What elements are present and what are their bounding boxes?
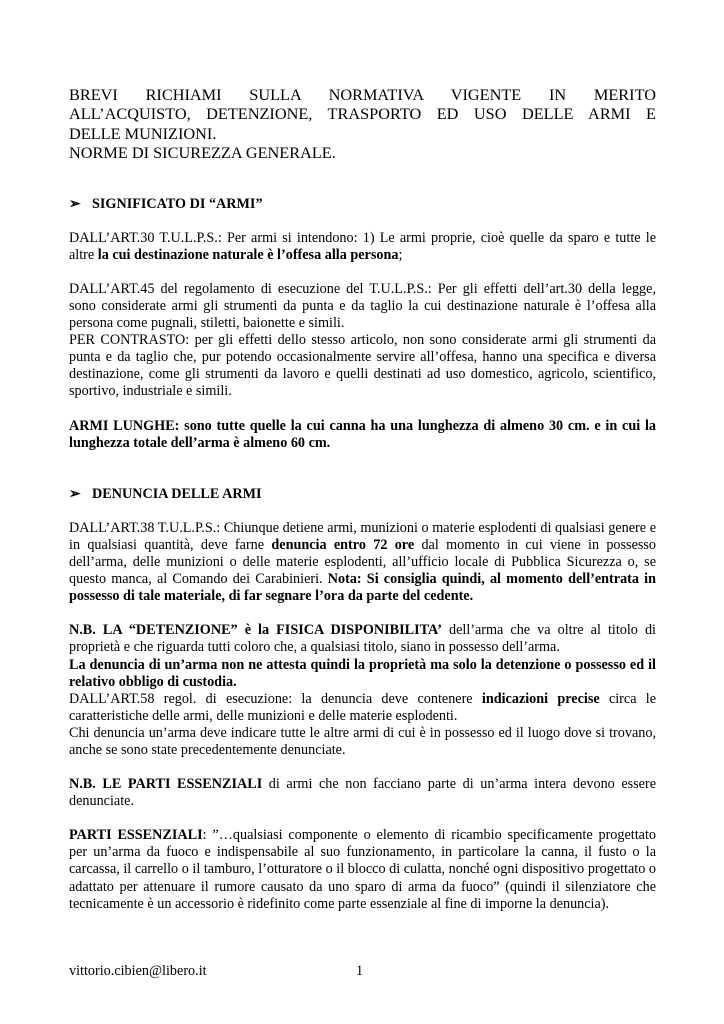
text-run: circa le caratteristiche delle armi, delle munizioni e delle materie esplodenti. (69, 690, 657, 724)
text-run: di armi che non facciano parte di un’arma intera devono essere denunciate. (69, 776, 656, 810)
paragraph: PER CONTRASTO: per gli effetti dello stesso articolo, non sono considerate armi gli strumenti da punta e da taglio che, pur potendo occasionalmente servire all’offesa, hanno una specifica e diversa destinazione, come gli strumenti da lavoro e quelli destinati ad uso domestico, agricolo, scientifico, sportivo, industriale e simili. (69, 332, 656, 400)
title-line: DELLE MUNIZIONI. (69, 123, 217, 143)
arrow-bullet-icon: ➢ (69, 196, 81, 212)
section-heading-armi (69, 196, 656, 213)
paragraph (69, 520, 656, 605)
document-title (69, 85, 656, 163)
paragraph: La denuncia di un’arma non ne attesta quindi la proprietà ma solo la detenzione o possesso ed il relativo obbligo di custodia. (69, 656, 656, 690)
text-run: DALL’ART.58 regol. di esecuzione: la denuncia deve contenere (69, 690, 482, 707)
bold-text: PARTI ESSENZIALI (69, 827, 203, 844)
page-number: 1 (356, 963, 364, 979)
title-line: NORME DI SICUREZZA GENERALE. (69, 143, 336, 163)
paragraph-armi-lunghe: ARMI LUNGHE: sono tutte quelle la cui canna ha una lunghezza di almeno 30 cm. e in cui la lunghezza totale dell’arma è almeno 60 cm. (69, 417, 656, 451)
document-page (69, 85, 656, 913)
text-run: : ”…qualsiasi componente o elemento di ricambio specificamente progettato per un’arma da fuoco e indispensabile al suo funzionamento, in particolare la canna, il fusto o la carcassa, il carrello o il tamburo, l’otturatore o il blocco di culatta, nonché ogni dispositivo progettato o adattato per attenuare il rumore causato da uno sparo di arma da fuoco” (quindi il silenziatore che tecnicamente è un accessorio è ridefinito come parte essenziale al fine di imporne la denuncia). (69, 827, 656, 912)
bold-text: Nota: Si consiglia quindi, al momento dell’entrata in possesso di tale materiale, di far segnare l’ora da parte del cedente. (69, 571, 656, 605)
section-heading-denuncia (69, 486, 656, 503)
bold-text: N.B. LE PARTI ESSENZIALI (69, 776, 263, 793)
text-run: ; (398, 246, 403, 263)
paragraph (69, 827, 656, 912)
paragraph: Chi denuncia un’arma deve indicare tutte le altre armi di cui è in possesso ed il luogo dove si trovano, anche se sono state precedentemente denunciate. (69, 724, 656, 758)
title-line: ALL’ACQUISTO, DETENZIONE, TRASPORTO ED USO DELLE ARMI E (69, 104, 656, 124)
section-heading-text: DENUNCIA DELLE ARMI (92, 485, 262, 502)
text-run: dal momento in cui viene in possesso dell’arma, delle munizioni o delle materie esplodenti, all’ufficio locale di Pubblica Sicurezza o, se questo manca, al Comando dei Carabinieri. (69, 536, 656, 588)
footer-email: vittorio.cibien@libero.it (69, 963, 207, 979)
text-run: dell’arma che va oltre al titolo di proprietà e che riguarda tutti coloro che, a qualsiasi titolo, siano in possesso dell’arma. (69, 622, 656, 656)
bold-text: la cui destinazione naturale è l’offesa alla persona (97, 246, 399, 263)
bold-text: denuncia entro 72 ore (271, 536, 415, 553)
paragraph: DALL’ART.45 del regolamento di esecuzione del T.U.L.P.S.: Per gli effetti dell’art.30 della legge, sono considerate armi gli strumenti da punta e da taglio la cui destinazione naturale è l’offesa alla persona come pugnali, stiletti, baionette e simili. (69, 280, 656, 332)
text-run: DALL’ART.38 T.U.L.P.S.: Chiunque detiene armi, munizioni o materie esplodenti di qualsiasi genere e in qualsiasi quantità, deve farne (69, 519, 656, 553)
text-run: DALL’ART.30 T.U.L.P.S.: Per armi si intendono: 1) Le armi proprie, cioè quelle da sparo e tutte le altre (69, 229, 656, 263)
bold-text: N.B. LA “DETENZIONE” è la FISICA DISPONIBILITA’ (69, 622, 442, 639)
arrow-bullet-icon: ➢ (69, 486, 81, 502)
paragraph (69, 230, 656, 264)
paragraph (69, 776, 656, 810)
section-heading-text: SIGNIFICATO DI “ARMI” (92, 195, 263, 212)
title-line: BREVI RICHIAMI SULLA NORMATIVA VIGENTE IN MERITO (69, 85, 656, 104)
bold-text: indicazioni precise (481, 690, 600, 707)
paragraph (69, 691, 656, 725)
paragraph (69, 622, 656, 656)
